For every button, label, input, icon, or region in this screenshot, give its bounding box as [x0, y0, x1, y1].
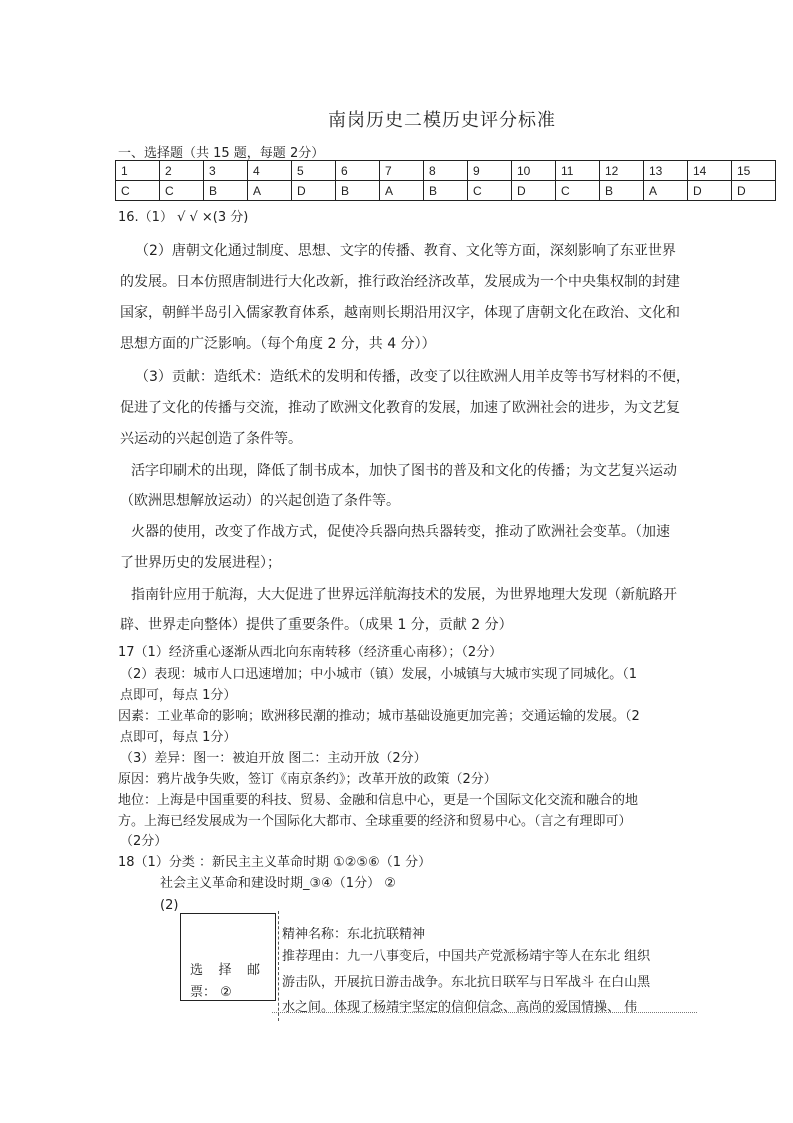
question-number-cell: 3: [204, 161, 248, 181]
q16-part2-line2: 的发展。日本仿照唐制进行大化改新，推行政治经济改革，发展成为一个中央集权制的封建: [120, 274, 680, 290]
section-heading-choice: 一、选择题（共 15 题，每题 2分）: [118, 146, 325, 161]
q17-part3-line4: 方。上海已经发展成为一个国际化大都市、全球重要的经济和贸易中心。（言之有理即可）: [118, 814, 632, 829]
question-number-cell: 10: [512, 161, 556, 181]
dotted-underline: [272, 1012, 697, 1013]
answer-cell: D: [732, 181, 776, 201]
q17-part2-line1: （2）表现：城市人口迅速增加；中小城市（镇）发展，小城镇与大城市实现了同城化。（1: [120, 667, 638, 682]
stamp-char-2: 择: [218, 963, 232, 978]
stamp-label-row1: [190, 960, 260, 982]
answer-cell: A: [380, 181, 424, 201]
answer-cell: A: [644, 181, 688, 201]
divider-rule: [278, 911, 280, 1021]
stamp-char-1: 选: [190, 963, 204, 978]
question-number-cell: 7: [380, 161, 424, 181]
q17-part2-line2: 点即可，每点 1分）: [120, 688, 237, 703]
spirit-reason-line3: 水之间。体现了杨靖宇坚定的信仰信念、高尚的爱国情操、 伟: [282, 1000, 638, 1015]
q16-part3-line4: 活字印刷术的出现，降低了制书成本，加快了图书的普及和文化的传播；为文艺复兴运动: [131, 463, 677, 479]
answer-cell: D: [292, 181, 336, 201]
q17-part3-line1: （3）差异：图一：被迫开放 图二：主动开放（2分）: [120, 751, 427, 766]
q16-part3-line1: （3）贡献：造纸术：造纸术的发明和传播，改变了以往欧洲人用羊皮等书写材料的不便，: [135, 369, 690, 385]
answer-table-number-row: [116, 161, 776, 181]
stamp-label-row2: 票： ②: [190, 985, 232, 1000]
answer-cell: C: [468, 181, 512, 201]
answer-cell: A: [248, 181, 292, 201]
question-number-cell: 1: [116, 161, 160, 181]
question-number-cell: 14: [688, 161, 732, 181]
q16-part3-line9: 辟、世界走向整体）提供了重要条件。（成果 1 分，贡献 2 分）: [120, 617, 513, 633]
q16-part1: 16.（1） √ √ ×(3 分): [118, 210, 249, 225]
spirit-reason-line2: 游击队，开展抗日游击战争。东北抗日联军与日军战斗 在白山黑: [282, 975, 651, 990]
answer-cell: C: [116, 181, 160, 201]
q16-part3-line3: 兴运动的兴起创造了条件等。: [120, 431, 302, 447]
question-number-cell: 11: [556, 161, 600, 181]
q18-part2-label: (2): [160, 898, 179, 913]
stamp-selection: [190, 960, 270, 1004]
question-number-cell: 8: [424, 161, 468, 181]
q17-part2-line4: 点即可，每点 1分）: [120, 730, 237, 745]
question-number-cell: 6: [336, 161, 380, 181]
spirit-reason-line1: 推荐理由：九一八事变后，中国共产党派杨靖宇等人在东北 组织: [282, 949, 651, 964]
page-title: 南岗历史二模历史评分标准: [328, 110, 556, 131]
spirit-name: 精神名称：东北抗联精神: [282, 927, 426, 942]
answer-cell: D: [512, 181, 556, 201]
answer-cell: D: [688, 181, 732, 201]
q17-part2-line3: 因素：工业革命的影响；欧洲移民潮的推动；城市基础设施更加完善；交通运输的发展。（2: [118, 709, 640, 724]
q16-part3-line2: 促进了文化的传播与交流，推动了欧洲文化教育的发展，加速了欧洲社会的进步，为文艺复: [120, 400, 680, 416]
answer-cell: C: [160, 181, 204, 201]
question-number-cell: 15: [732, 161, 776, 181]
q16-part3-line7: 了世界历史的发展进程）；: [120, 555, 281, 571]
q18-part1-line2: 社会主义革命和建设时期_③④（1分） ②: [160, 876, 396, 891]
q16-part2-line4: 思想方面的广泛影响。（每个角度 2 分，共 4 分））: [120, 336, 436, 352]
question-number-cell: 13: [644, 161, 688, 181]
answer-table: [115, 160, 776, 201]
answer-table-answer-row: [116, 181, 776, 201]
q17-part1: 17（1）经济重心逐渐从西北向东南转移（经济重心南移）；（2分）: [118, 645, 503, 660]
question-number-cell: 12: [600, 161, 644, 181]
question-number-cell: 5: [292, 161, 336, 181]
answer-cell: B: [424, 181, 468, 201]
answer-cell: B: [204, 181, 248, 201]
q17-part3-line3: 地位：上海是中国重要的科技、贸易、金融和信息中心，更是一个国际文化交流和融合的地: [118, 793, 639, 808]
answer-cell: B: [600, 181, 644, 201]
question-number-cell: 2: [160, 161, 204, 181]
question-number-cell: 4: [248, 161, 292, 181]
stamp-char-3: 邮: [246, 963, 260, 978]
question-number-cell: 9: [468, 161, 512, 181]
q16-part3-line6: 火器的使用，改变了作战方式，促使冷兵器向热兵器转变，推动了欧洲社会变革。（加速: [131, 524, 670, 540]
q17-part3-line2: 原因：鸦片战争失败，签订《南京条约》；改革开放的政策（2分）: [118, 772, 497, 787]
q16-part2-line1: （2）唐朝文化通过制度、思想、文字的传播、教育、文化等方面，深刻影响了东亚世界: [135, 243, 676, 259]
q16-part3-line8: 指南针应用于航海，大大促进了世界远洋航海技术的发展，为世界地理大发现（新航路开: [131, 587, 677, 603]
answer-cell: B: [336, 181, 380, 201]
q16-part2-line3: 国家，朝鲜半岛引入儒家教育体系，越南则长期沿用汉字，体现了唐朝文化在政治、文化和: [120, 305, 680, 321]
q18-part1-line1: 18（1）分类 ：新民主主义革命时期 ①②⑤⑥（1 分）: [118, 855, 432, 870]
q17-part3-line5: （2分）: [120, 834, 168, 849]
q16-part3-line5: （欧洲思想解放运动）的兴起创造了条件等。: [120, 493, 400, 509]
answer-cell: C: [556, 181, 600, 201]
